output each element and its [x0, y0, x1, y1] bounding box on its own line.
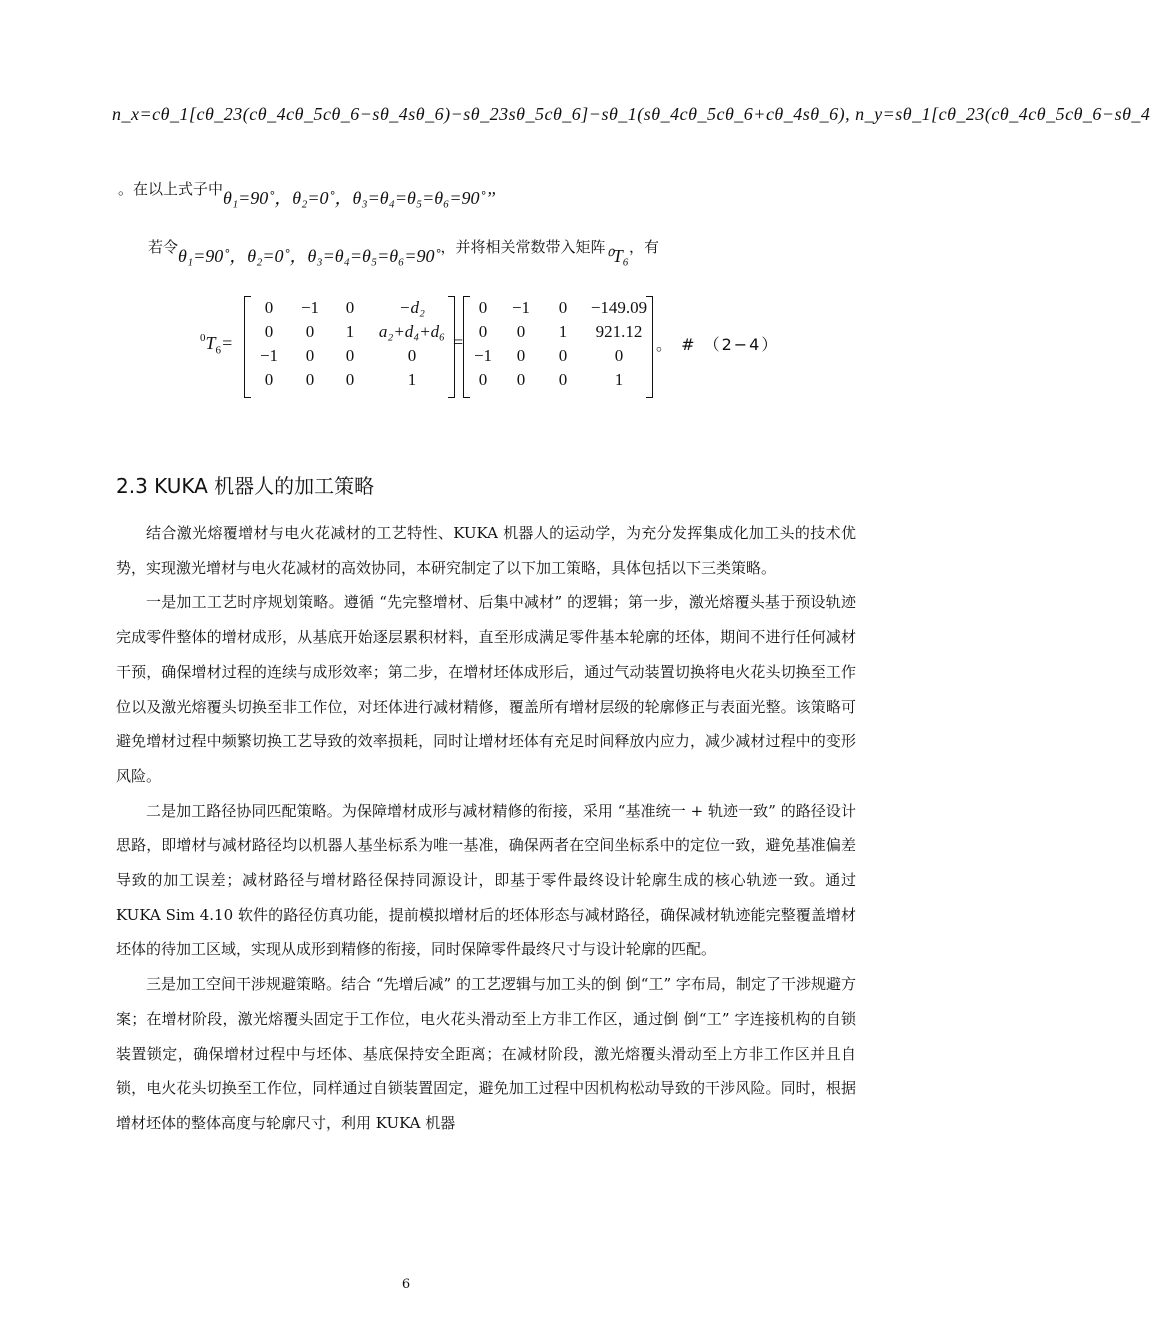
line2-prefix: 。在以上式子中: [118, 180, 224, 198]
right-matrix-cell: 0: [516, 322, 526, 341]
left-matrix-cell: 0: [345, 346, 355, 365]
right-matrix-cell: 0: [558, 346, 568, 365]
right-matrix-cell: −1: [511, 298, 531, 317]
right-matrix-row: [468, 296, 656, 320]
matrix-lhs: $^0T_6=$: [200, 332, 234, 357]
page-number: 6: [401, 1277, 411, 1292]
paragraph-intro: 结合激光熔覆增材与电火花减材的工艺特性、KUKA 机器人的运动学，为充分发挥集成化加工头的技术优势，实现激光增材与电火花减材的高效协同，本研究制定了以下加工策略，具体包括以下三类策略。: [116, 524, 856, 577]
right-matrix: [468, 296, 656, 392]
left-matrix: [250, 296, 456, 392]
right-matrix-row: [468, 344, 656, 368]
left-matrix-cell: 0: [264, 322, 274, 341]
right-matrix-cell: 0: [478, 322, 488, 341]
right-matrix-cell: 0: [558, 298, 568, 317]
right-matrix-cell: −149.09: [590, 298, 648, 317]
line3-formula: θ₁=90˚，θ₂=0˚，θ₃=θ₄=θ₅=θ₆=90˚: [178, 246, 441, 266]
left-matrix-row: [250, 296, 456, 320]
section-heading: 2.3 KUKA 机器人的加工策略: [116, 474, 375, 498]
body-text: [116, 516, 856, 1141]
equation-number: 。 # （2−4）: [656, 335, 780, 354]
theta-conditions-line: [118, 174, 496, 208]
left-matrix-cell: 0: [264, 298, 274, 317]
right-matrix-cell: 0: [614, 346, 624, 365]
line2-formula: θ₁=90˚，θ₂=0˚，θ₃=θ₄=θ₅=θ₆=90˚’’: [223, 188, 496, 208]
left-matrix-cell: 1: [345, 322, 355, 341]
right-matrix-cell: −1: [473, 346, 493, 365]
equals-sign: =: [453, 332, 464, 352]
right-matrix-cell: 1: [614, 370, 624, 389]
line3-middle: ，并将相关常数带入矩阵: [440, 238, 606, 256]
line3-matrix-name: ⁰T₆: [605, 246, 629, 266]
right-matrix-cell: 0: [516, 370, 526, 389]
line3-suffix: ，有: [628, 238, 659, 256]
line3-prefix: 若令: [148, 238, 179, 256]
left-matrix-cell: 0: [345, 298, 355, 317]
paragraph-strategy-2: 二是加工路径协同匹配策略。为保障增材成形与减材精修的衔接，采用 “基准统一 + 轨迹一致” 的路径设计思路，即增材与减材路径均以机器人基坐标系为唯一基准，确保两者在空间坐标系中的定位一致，避免基准偏差导致的加工误差；减材路径与增材路径保持同源设计，即基于零件最终设计轮廓生成的核心轨迹一致。通过 KUKA Sim 4.10 软件的路径仿真功能，提前模拟增材后的坯体形态与减材路径，确保减材轨迹能完整覆盖增材坯体的待加工区域，实现从成形到精修的衔接，同时保障零件最终尺寸与设计轮廓的匹配。: [116, 801, 856, 959]
right-matrix-cell: 1: [558, 322, 568, 341]
right-matrix-cell: 0: [478, 370, 488, 389]
left-matrix-cell: 1: [407, 370, 417, 389]
left-matrix-cell: 0: [264, 370, 274, 389]
right-matrix-cell: 921.12: [595, 322, 643, 341]
substitution-line: [148, 232, 659, 266]
right-matrix-row: [468, 320, 656, 344]
right-matrix-close-bracket: [646, 296, 653, 398]
paragraph-strategy-1: 一是加工工艺时序规划策略。遵循 “先完整增材、后集中减材” 的逻辑；第一步，激光熔覆头基于预设轨迹完成零件整体的增材成形，从基底开始逐层累积材料，直至形成满足零件基本轮廓的坯体，期间不进行任何减材干预，确保增材过程的连续与成形效率；第二步，在增材坯体成形后，通过气动装置切换将电火花头切换至工作位以及激光熔覆头切换至非工作位，对坯体进行减材精修，覆盖所有增材层级的轮廓修正与表面光整。该策略可避免增材过程中频繁切换工艺导致的效率损耗，同时让增材坯体有充足时间释放内应力，减少减材过程中的变形风险。: [116, 593, 856, 785]
matrix-equation: [200, 296, 800, 398]
right-matrix-cell: 0: [478, 298, 488, 317]
right-matrix-cell: 0: [558, 370, 568, 389]
right-matrix-cell: 0: [516, 346, 526, 365]
left-matrix-row: [250, 320, 456, 344]
right-matrix-row: [468, 368, 656, 392]
paragraph-strategy-3: 三是加工空间干涉规避策略。结合 “先增后减” 的工艺逻辑与加工头的倒 倒“工” 字布局，制定了干涉规避方案；在增材阶段，激光熔覆头固定于工作位，电火花头滑动至上方非工作区，通过倒 倒“工” 字连接机构的自锁装置锁定，确保增材过程中与坯体、基底保持安全距离；在减材阶段，激光熔覆头滑动至上方非工作区并且自锁，电火花头切换至工作位，同样通过自锁装置固定，避免加工过程中因机构松动导致的干涉风险。同时，根据增材坯体的整体高度与轮廓尺寸，利用 KUKA 机器: [116, 975, 856, 1132]
left-matrix-cell: 0: [407, 346, 417, 365]
left-matrix-row: [250, 344, 456, 368]
left-matrix-cell: −1: [300, 298, 320, 317]
left-matrix-cell: a₂+d₄+d₆: [378, 322, 446, 341]
left-matrix-cell: 0: [305, 322, 315, 341]
left-matrix-cell: 0: [305, 370, 315, 389]
left-matrix-cell: −d₂: [399, 298, 425, 317]
equation-nx-ny: n_x=cθ_1[cθ_23(cθ_4cθ_5cθ_6−sθ_4sθ_6)−sθ_23sθ_5cθ_6]−sθ_1(sθ_4cθ_5cθ_6+cθ_4sθ_6), n_y=sθ_1[cθ_23(cθ_4cθ_5cθ_6−sθ_4: [112, 104, 1150, 124]
left-matrix-cell: 0: [305, 346, 315, 365]
left-matrix-cell: 0: [345, 370, 355, 389]
left-matrix-cell: −1: [259, 346, 279, 365]
left-matrix-row: [250, 368, 456, 392]
